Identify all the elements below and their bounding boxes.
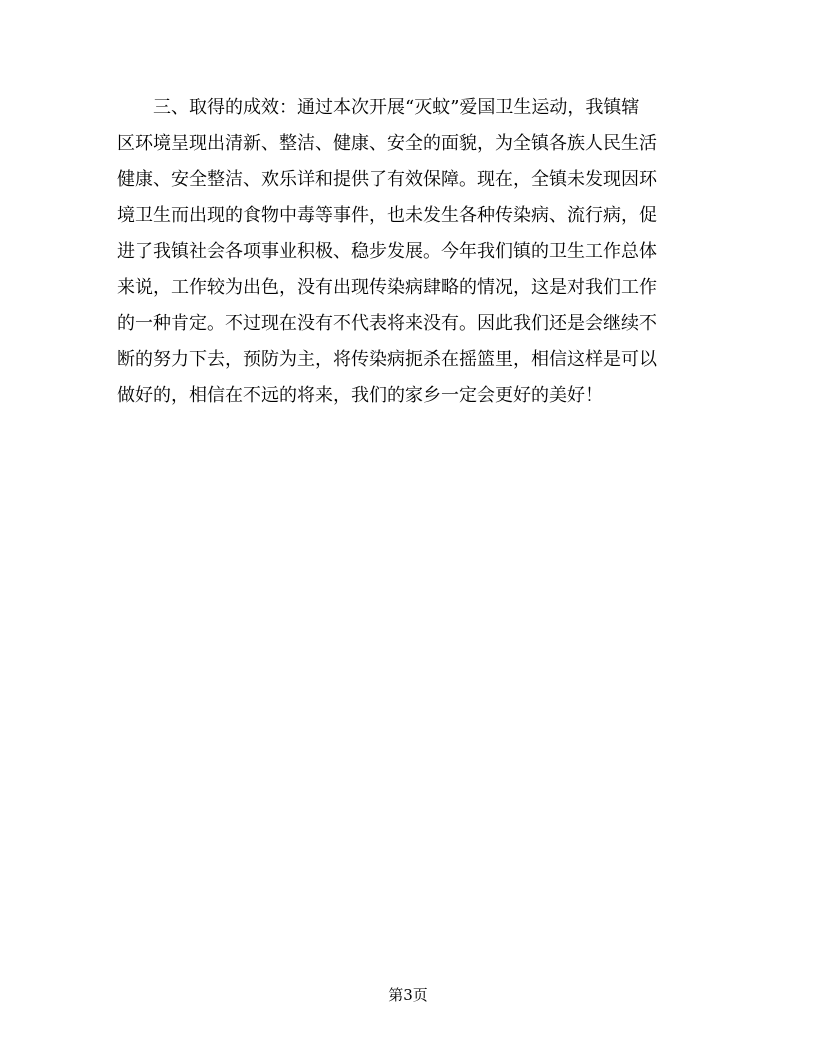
paragraph-line: 来说，工作较为出色，没有出现传染病肆略的情况，这是对我们工作: [117, 277, 657, 298]
paragraph-line: 境卫生而出现的食物中毒等事件，也未发生各种传染病、流行病，促: [117, 205, 657, 226]
paragraph-line: 做好的，相信在不远的将来，我们的家乡一定会更好的美好！: [117, 385, 603, 406]
paragraph-line: 的一种肯定。不过现在没有不代表将来没有。因此我们还是会继续不: [117, 313, 657, 334]
paragraph-line: 健康、安全整洁、欢乐详和提供了有效保障。现在，全镇未发现因环: [117, 169, 657, 190]
paragraph-line: 三、取得的成效：通过本次开展“灭蚊”爱国卫生运动，我镇辖: [117, 97, 640, 118]
paragraph-line: 区环境呈现出清新、整洁、健康、安全的面貌，为全镇各族人民生活: [117, 133, 657, 154]
paragraph-line: 断的努力下去，预防为主，将传染病扼杀在摇篮里，相信这样是可以: [117, 349, 657, 370]
page-number: 第3页: [388, 986, 428, 1004]
paragraph-line: 进了我镇社会各项事业积极、稳步发展。今年我们镇的卫生工作总体: [117, 241, 657, 262]
body-paragraph: [117, 90, 707, 414]
